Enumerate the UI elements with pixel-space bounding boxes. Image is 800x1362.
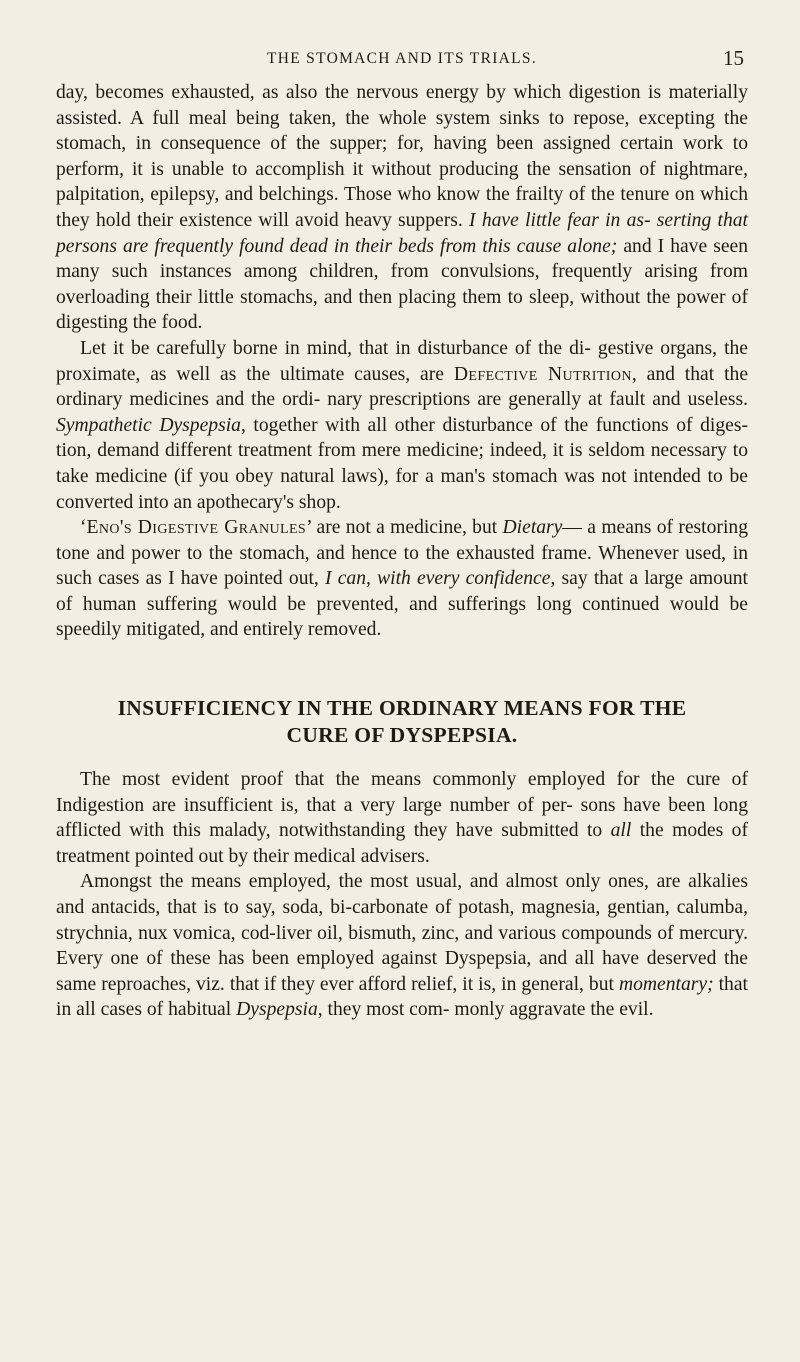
text-run: , they most com- monly aggravate the evil. [317,999,654,1021]
paragraph-digestive-granules [56,515,748,643]
italic-run: Dyspepsia [236,999,318,1021]
text-run: , and that the ordinary medicines and the ordi- nary prescriptions are generally at fault and useless. [56,363,749,411]
italic-run: Dietary [502,517,563,539]
text-run: ‘ [80,517,87,539]
text-run: Let it be carefully borne in mind, that in disturbance of the di- gestive organs, the proximate, as well as the ultimate causes, are [56,337,748,385]
text-run: , together with all other disturbance of the functions of diges- tion, demand different treatment from mere medicine; indeed, it is seldom necessary to take medicine (if you obey natural laws), for a man's stomach was not intended to be converted into an apothecary's shop. [56,414,748,513]
paragraph-evident-proof [56,767,748,869]
italic-run: Sympathetic Dyspepsia [56,414,241,436]
text-run: Amongst the means employed, the most usual, and almost only ones, are alkalies and antacids, that is to say, soda, bi-carbonate of potash, magnesia, gentian, calumba, strychnia, nux vomica, cod-liver oil, bismuth, zinc, and various compounds of mercury. Every one of these has been employed against Dyspepsia, and all have deserved the same reproaches, viz. that if they ever afford relief, it is, in general, but [56,871,748,995]
small-caps-run: Eno's Digestive Granules [86,517,307,539]
italic-run: I have little fear in as- serting that persons are frequently found dead in their beds from this cause alone; [56,209,748,257]
text-run: that in all cases of habitual [56,973,748,1021]
small-caps-run: Defective Nutrition [453,363,632,385]
text-run: the modes of treatment pointed out by their medical advisers. [56,820,748,867]
page-number: 15 [723,46,744,70]
running-title: THE STOMACH AND ITS TRIALS. [266,50,538,67]
text-run: — a means of restoring tone and power to the stomach, and hence to the exhausted frame. Whenever used, in such cases as I have pointed out, [56,517,748,590]
paragraph-defective-nutrition [56,336,748,515]
italic-run: I can, with every confidence [325,568,551,590]
italic-run: all [610,820,632,842]
heading-line-1: INSUFFICIENCY IN THE ORDINARY MEANS FOR THE [117,696,687,721]
heading-line-2: CURE OF DYSPEPSIA. [286,723,518,748]
text-run: The most evident proof that the means commonly employed for the cure of Indigestion are insufficient is, that a very large number of per- sons have been long afflicted with this malady, notwithstanding they have submitted to [56,769,748,842]
text-run: , say that a large amount of human suffering would be prevented, and sufferings long continued would be speedily mitigated, and entirely removed. [56,568,748,641]
running-head [56,46,748,80]
paragraph-supper [56,80,748,336]
paragraph-means-employed [56,869,748,1023]
section-heading [56,695,748,749]
text-run: ’ are not a medicine, but [306,517,503,539]
text-run: and I have seen many such instances among children, from convulsions, frequently arising from overloading their little stomachs, and then placing them to sleep, without the power of digesting the food. [56,235,749,334]
italic-run: momentary; [618,973,714,995]
text-run: day, becomes exhausted, as also the nervous energy by which digestion is materially assisted. A full meal being taken, the whole system sinks to repose, excepting the stomach, in consequence of the supper; for, having been assigned certain work to perform, it is unable to accomplish it without producing the sensation of nightmare, palpitation, epilepsy, and belchings. Those who know the frailty of the tenure on which they hold their existence will avoid heavy suppers. [56,82,748,231]
